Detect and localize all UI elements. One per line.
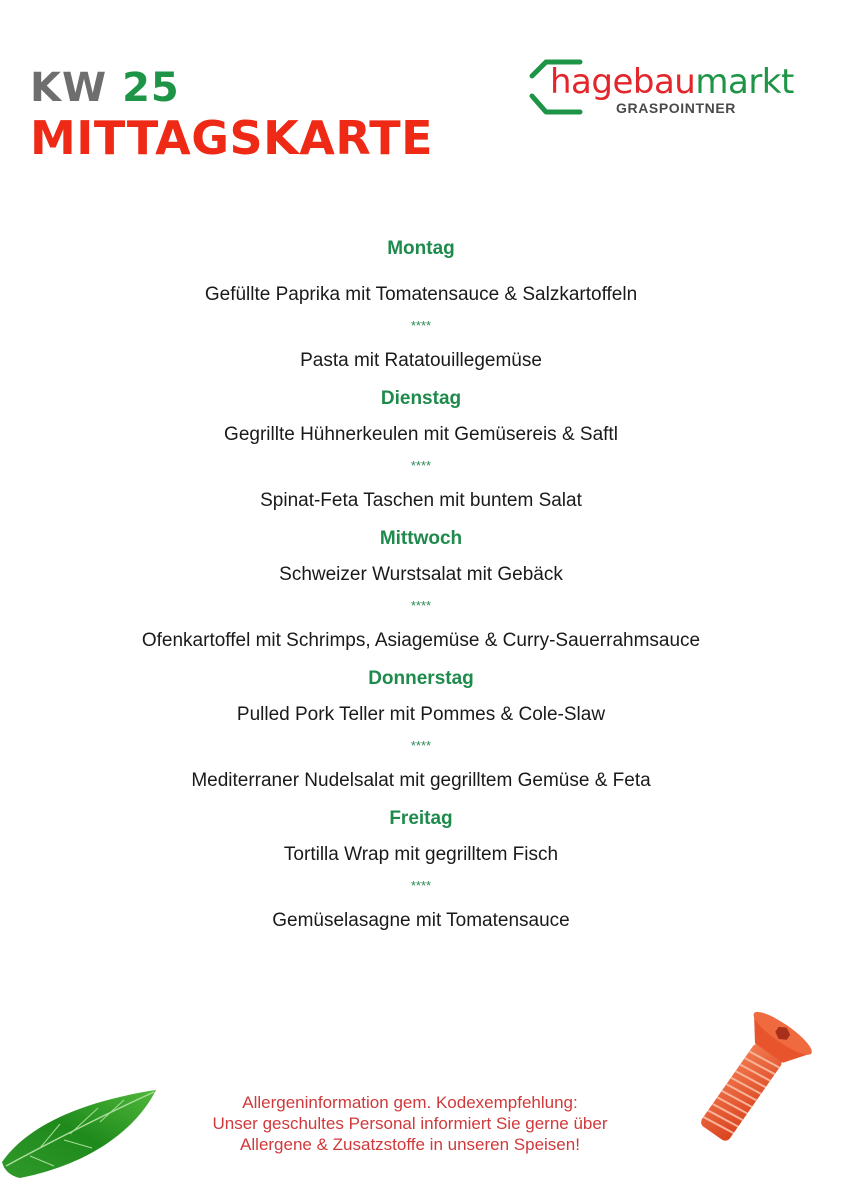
separator: **** bbox=[410, 318, 432, 333]
logo-wordmark bbox=[550, 62, 794, 102]
allergen-line-2: Unser geschultes Personal informiert Sie gerne über bbox=[212, 1114, 608, 1133]
allergen-line-3: Allergene & Zusatzstoffe in unseren Speisen! bbox=[240, 1135, 580, 1154]
allergen-line-1: Allergeninformation gem. Kodexempfehlung: bbox=[242, 1093, 578, 1112]
leaf-icon bbox=[0, 1082, 160, 1182]
dish-2: Gemüselasagne mit Tomatensauce bbox=[272, 910, 570, 931]
logo-hagebau: hagebau bbox=[550, 62, 696, 102]
day-section-donnerstag bbox=[0, 668, 842, 794]
logo-subtitle: GRASPOINTNER bbox=[616, 100, 736, 116]
dish-1: Schweizer Wurstsalat mit Gebäck bbox=[279, 564, 563, 585]
day-section-freitag bbox=[0, 808, 842, 934]
day-heading: Donnerstag bbox=[368, 668, 474, 689]
day-section-mittwoch bbox=[0, 528, 842, 654]
kw-number: 25 bbox=[122, 65, 180, 111]
dish-1: Gegrillte Hühnerkeulen mit Gemüsereis & Saftl bbox=[224, 424, 618, 445]
calendar-week bbox=[30, 66, 433, 110]
separator: **** bbox=[410, 598, 432, 613]
dish-2: Pasta mit Ratatouillegemüse bbox=[300, 350, 542, 371]
day-heading: Freitag bbox=[389, 808, 453, 829]
separator: **** bbox=[410, 878, 432, 893]
dish-2: Spinat-Feta Taschen mit buntem Salat bbox=[260, 490, 582, 511]
day-heading: Montag bbox=[387, 238, 455, 259]
dish-1: Pulled Pork Teller mit Pommes & Cole-Slaw bbox=[236, 704, 606, 725]
header-title-block bbox=[30, 66, 433, 164]
weekly-menu bbox=[0, 238, 842, 934]
day-section-montag bbox=[0, 238, 842, 374]
day-heading: Mittwoch bbox=[379, 528, 463, 549]
allergen-notice bbox=[150, 1092, 670, 1155]
dish-2: Mediterraner Nudelsalat mit gegrilltem Gemüse & Feta bbox=[191, 770, 651, 791]
separator: **** bbox=[410, 738, 432, 753]
dish-2: Ofenkartoffel mit Schrimps, Asiagemüse & Curry-Sauerrahmsauce bbox=[141, 630, 701, 651]
kw-label: KW bbox=[30, 65, 108, 111]
separator: **** bbox=[410, 458, 432, 473]
screw-icon bbox=[675, 1005, 825, 1155]
dish-1: Tortilla Wrap mit gegrilltem Fisch bbox=[283, 844, 559, 865]
day-section-dienstag bbox=[0, 388, 842, 514]
dish-1: Gefüllte Paprika mit Tomatensauce & Salzkartoffeln bbox=[204, 284, 638, 305]
logo-markt: markt bbox=[695, 62, 794, 102]
hagebaumarkt-logo bbox=[528, 56, 818, 122]
day-heading: Dienstag bbox=[380, 388, 462, 409]
page-title: MITTAGSKARTE bbox=[30, 111, 434, 165]
